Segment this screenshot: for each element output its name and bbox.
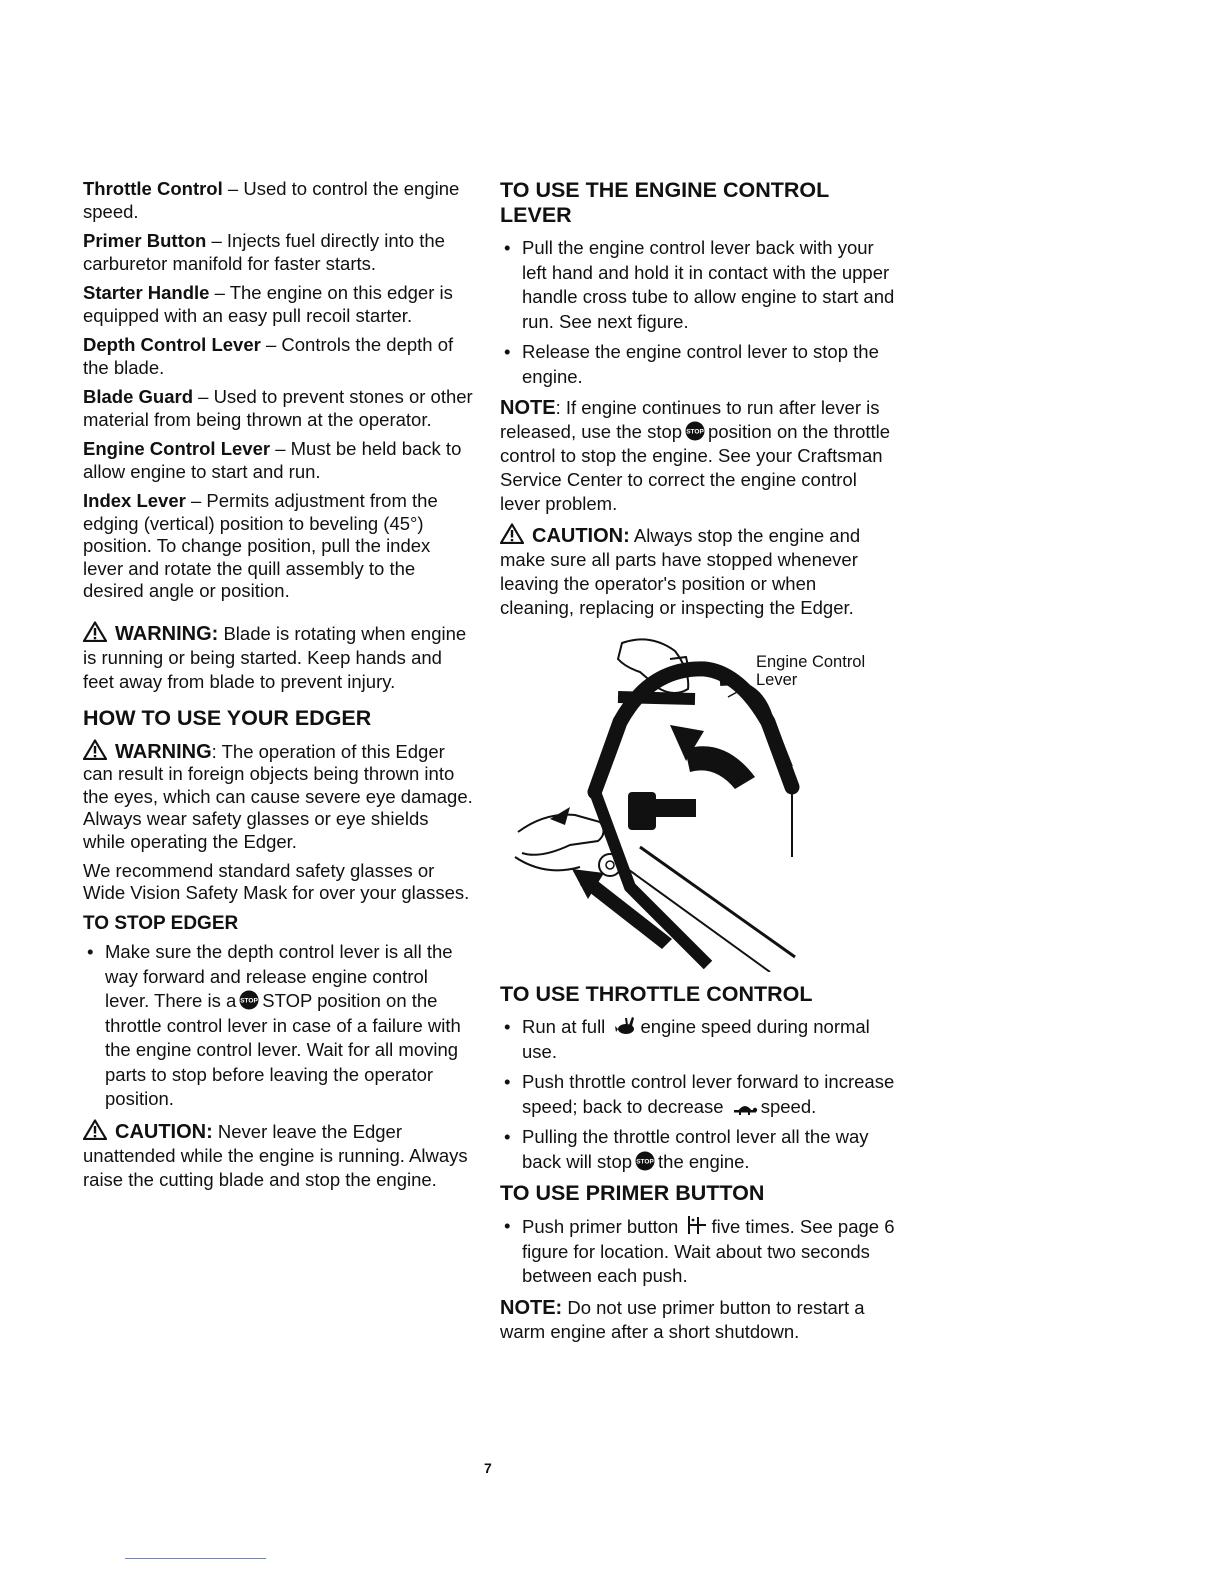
note-label: NOTE	[500, 397, 556, 419]
footer-divider	[125, 1558, 266, 1559]
definition-starter-handle	[83, 282, 475, 327]
safety-glasses-recommendation: We recommend standard safety glasses or Wide Vision Safety Mask for over your glasses.	[83, 860, 470, 903]
definition-primer-button	[83, 230, 475, 275]
definition-term: Depth Control Lever	[83, 334, 261, 355]
engine-control-lever-figure	[500, 627, 895, 972]
warning-text: : The operation of this Edger can result in foreign objects being thrown into the eyes, which can cause severe eye damage. Always wear safety glasses or eye shields while operating the Edger.	[83, 740, 473, 852]
list-item-text: the engine.	[658, 1150, 750, 1172]
warning-triangle-icon	[83, 739, 107, 760]
definition-engine-control-lever	[83, 438, 475, 483]
note-label: NOTE:	[500, 1296, 563, 1319]
primer-button-heading: TO USE PRIMER BUTTON	[500, 1181, 765, 1205]
definition-term: Engine Control Lever	[83, 438, 271, 459]
warning-text: Blade is rotating when engine is running or being started. Keep hands and feet away from blade to prevent injury.	[83, 622, 467, 692]
engine-control-heading: TO USE THE ENGINE CONTROL LEVER	[500, 178, 829, 227]
list-item-text: five times. See page 6 figure for location. Wait about two seconds between each push.	[522, 1216, 895, 1286]
definition-text: – Injects fuel directly into the carburetor manifold for faster starts.	[83, 230, 445, 274]
to-stop-edger-heading: TO STOP EDGER	[83, 913, 239, 934]
list-item-text: Run at full	[522, 1016, 606, 1037]
definition-text: – Controls the depth of the blade.	[83, 334, 454, 378]
caution-text: Never leave the Edger unattended while the engine is running. Always raise the cutting blade and stop the engine.	[83, 1120, 468, 1190]
list-item-text: STOP position on the throttle control lever in case of a failure with the engine control lever. Wait for all moving parts to stop before leaving the operator position.	[105, 990, 461, 1109]
definition-term: Primer Button	[83, 230, 207, 251]
caution-label: CAUTION:	[115, 1120, 213, 1143]
list-item-text: Pulling the throttle control lever all the way back will stop	[522, 1126, 869, 1172]
list-item-text: speed.	[760, 1095, 817, 1117]
turtle-slow-icon	[732, 1100, 758, 1116]
list-item-text: Make sure the depth control lever is all the way forward and release engine control lever. There is a	[105, 941, 453, 1011]
list-item	[83, 940, 475, 1112]
definition-text: – Must be held back to allow engine to start and run.	[83, 438, 462, 482]
warning-blade-rotating	[83, 621, 475, 694]
definition-text: – Used to control the engine speed.	[83, 178, 460, 222]
list-item	[500, 1015, 895, 1064]
note-text: position on the throttle control to stop the engine. See your Craftsman Service Center to correct the engine control lever problem.	[500, 421, 891, 514]
warning-label: WARNING	[115, 740, 212, 763]
definition-text: – The engine on this edger is equipped with an easy pull recoil starter.	[83, 282, 453, 326]
caution-text: Always stop the engine and make sure all parts have stopped whenever leaving the operator's position or when cleaning, replacing or inspecting the Edger.	[500, 525, 861, 618]
definition-term: Index Lever	[83, 490, 186, 511]
primer-button-list	[500, 1214, 895, 1289]
list-item-text: engine speed during normal use.	[522, 1016, 870, 1062]
definition-term: Starter Handle	[83, 282, 210, 303]
list-item	[500, 1070, 895, 1119]
warning-label: WARNING:	[115, 622, 219, 645]
list-item	[500, 1214, 895, 1289]
warning-foreign-objects	[83, 739, 475, 854]
left-column	[83, 178, 475, 1199]
definition-term: Throttle Control	[83, 178, 223, 199]
caution-label: CAUTION:	[532, 525, 630, 547]
definition-text: – Permits adjustment from the edging (vertical) position to beveling (45°) position. To change position, pull the index lever and rotate the quill assembly to the desired angle or position.	[83, 490, 438, 601]
figure-label-line: Lever	[756, 671, 798, 689]
stop-edger-list	[83, 940, 475, 1112]
list-item-text: Push primer button	[522, 1216, 679, 1237]
definition-text: – Used to prevent stones or other material from being thrown at the operator.	[83, 386, 473, 430]
figure-callout-label	[756, 653, 865, 689]
stop-icon	[635, 1151, 655, 1171]
definition-blade-guard	[83, 386, 475, 431]
engine-control-list	[500, 236, 895, 389]
warning-triangle-icon	[500, 523, 524, 544]
rabbit-fast-icon	[613, 1016, 637, 1036]
stop-icon	[685, 421, 705, 441]
caution-always-stop	[500, 523, 895, 620]
list-item-text: Push throttle control lever forward to increase speed; back to decrease	[522, 1071, 895, 1117]
list-item: • Pull the engine control lever back with your left hand and hold it in contact with the upper handle cross tube to allow engine to start and run. See next figure.	[500, 236, 895, 334]
figure-label-line: Engine Control	[756, 653, 866, 671]
stop-icon	[239, 990, 259, 1010]
definition-throttle-control	[83, 178, 475, 223]
how-to-use-heading: HOW TO USE YOUR EDGER	[83, 705, 372, 730]
list-item	[500, 1125, 895, 1174]
note-engine-continues	[500, 396, 895, 516]
note-text: Do not use primer button to restart a warm engine after a short shutdown.	[500, 1296, 865, 1342]
throttle-control-heading: TO USE THROTTLE CONTROL	[500, 982, 813, 1006]
note-text: : If engine continues to run after lever is released, use the stop	[500, 397, 880, 442]
definition-depth-control-lever	[83, 334, 475, 379]
right-column	[500, 178, 895, 1351]
definitions-list	[83, 178, 475, 603]
list-item: • Release the engine control lever to stop the engine.	[500, 340, 895, 389]
warning-triangle-icon	[83, 1119, 107, 1140]
definition-index-lever	[83, 490, 475, 603]
primer-icon	[686, 1214, 708, 1236]
warning-triangle-icon	[83, 621, 107, 642]
throttle-control-list	[500, 1015, 895, 1174]
note-primer-warm-engine	[500, 1296, 895, 1344]
page-number: 7	[484, 1460, 492, 1476]
caution-never-leave	[83, 1119, 475, 1192]
definition-term: Blade Guard	[83, 386, 193, 407]
